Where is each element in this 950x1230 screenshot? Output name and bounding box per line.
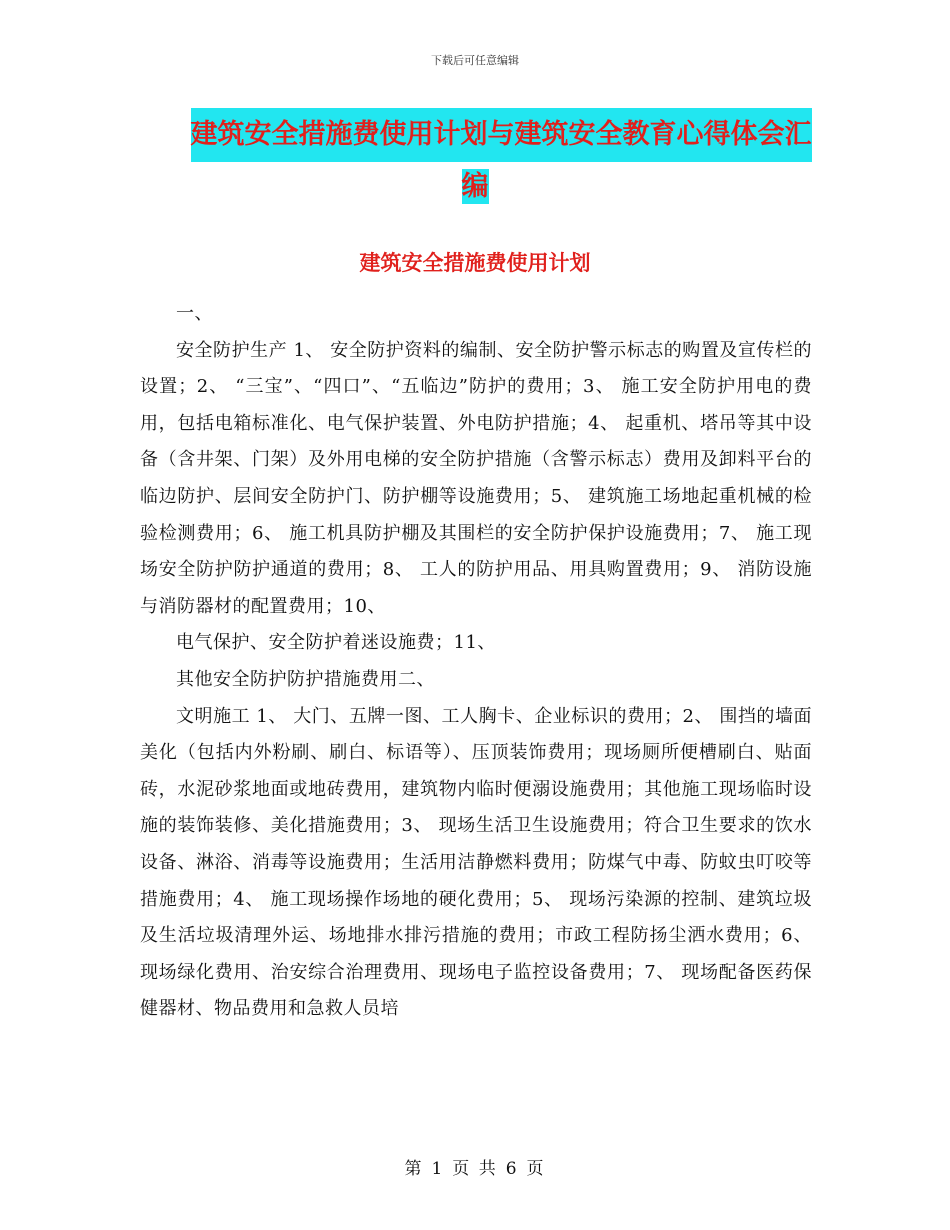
body-text [140, 296, 812, 1028]
document-title-line1: 建筑安全措施费使用计划与建筑安全教育心得体会汇 [191, 108, 812, 162]
page-footer [0, 1154, 950, 1179]
footer-suffix: 页 [526, 1159, 546, 1179]
footer-page-number: 1 [431, 1159, 445, 1179]
paragraph: 其他安全防护防护措施费用二、 [176, 668, 435, 690]
footer-mid: 页 共 [452, 1159, 498, 1179]
footer-total-pages: 6 [505, 1159, 519, 1179]
document-title [0, 108, 950, 212]
header-note: 下载后可任意编辑 [431, 54, 519, 67]
paragraph: 一、 [176, 303, 213, 324]
paragraph: 文明施工 1、 大门、五牌一图、工人胸卡、企业标识的费用；2、 围挡的墙面美化（包括内外粉刷、刷白、标语等）、压顶装饰费用；现场厕所便槽刷白、贴面砖，水泥砂浆地面或地砖费用，建筑物内临时便溺设施费用；其他施工现场临时设施的装饰装修、美化措施费用；3、 现场生活卫生设施费用；符合卫生要求的饮水设备、淋浴、消毒等设施费用；生活用洁静燃料费用；防煤气中毒、防蚊虫叮咬等措施费用；4、 施工现场操作场地的硬化费用；5、 现场污染源的控制、建筑垃圾及生活垃圾清理外运、场地排水排污措施的费用；市政工程防扬尘洒水费用；6、 现场绿化费用、治安综合治理费用、现场电子监控设备费用；7、 现场配备医药保健器材、物品费用和急救人员培 [140, 705, 812, 1020]
footer-prefix: 第 [404, 1159, 424, 1179]
paragraph: 电气保护、安全防护着迷设施费；11、 [176, 632, 496, 654]
paragraph: 安全防护生产 1、 安全防护资料的编制、安全防护警示标志的购置及宣传栏的设置；2、 “三宝”、“四口”、“五临边”防护的费用；3、 施工安全防护用电的费用，包括电箱标准化、电气保护装置、外电防护措施；4、 起重机、塔吊等其中设备（含井架、门架）及外用电梯的安全防护措施（含警示标志）费用及卸料平台的临边防护、层间安全防护门、防护棚等设施费用；5、 建筑施工场地起重机械的检验检测费用；6、 施工机具防护棚及其围栏的安全防护保护设施费用；7、 施工现场安全防护防护通道的费用；8、 工人的防护用品、用具购置费用；9、 消防设施与消防器材的配置费用；10、 [140, 339, 812, 617]
section-title: 建筑安全措施费使用计划 [359, 251, 591, 275]
document-title-line2: 编 [461, 171, 489, 202]
